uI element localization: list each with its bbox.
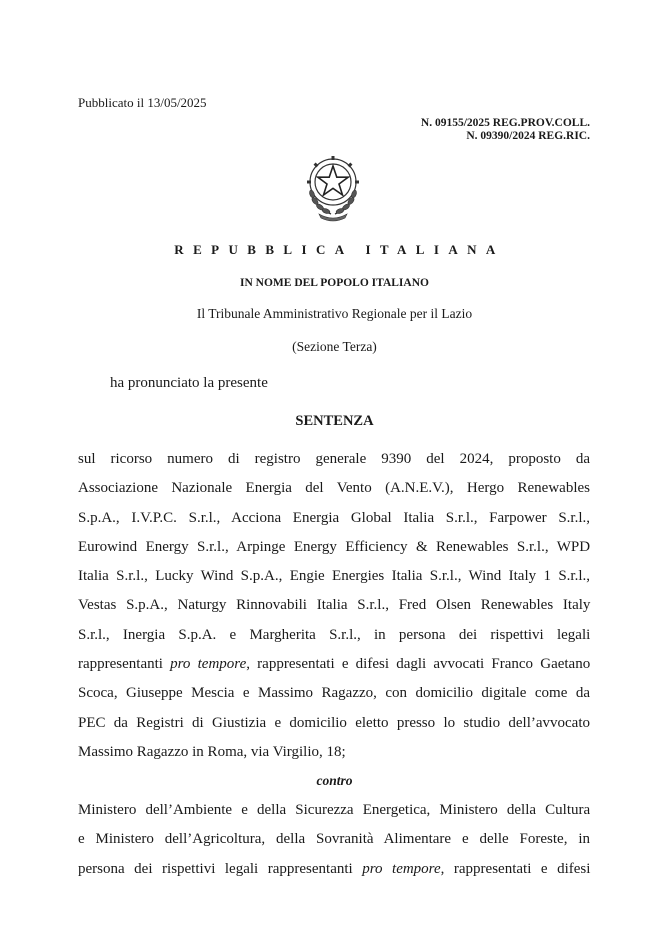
contro-heading: contro [316,773,353,788]
text-line [78,855,590,884]
text-line: Associazione Nazionale Energia del Vento (A.N.E.V.), Hergo Renewables [78,480,590,497]
text-line: S.r.l., Inergia S.p.A. e Margherita S.r.l., in persona dei rispettivi legali [78,626,591,643]
sentenza-heading: SENTENZA [295,413,374,429]
text-line: PEC da Registri di Giustizia e domicilio eletto presso lo studio dell’avvocato [78,714,591,731]
reg-prov-coll: N. 09155/2025 REG.PROV.COLL. [420,117,590,129]
text-segment: persona dei rispettivi legali rappresentanti [78,860,363,877]
text-segment: , rappresentati e difesi [440,860,591,877]
text-segment: rappresentanti [78,656,171,673]
court-name: Il Tribunale Amministrativo Regionale per il Lazio [196,306,473,321]
text-line: e Ministero dell’Agricoltura, della Sovranità Alimentare e delle Foreste, in [78,831,590,848]
text-line [78,650,590,679]
registry-numbers [421,117,590,143]
text-line: S.p.A., I.V.P.C. S.r.l., Acciona Energia Global Italia S.r.l., Farpower S.r.l., [78,509,590,526]
reg-ric: N. 09390/2024 REG.RIC. [466,130,590,142]
resistenti-paragraph [78,796,590,884]
italian-republic-emblem-icon [301,148,365,222]
text-line: Italia S.r.l., Lucky Wind S.p.A., Engie Energies Italia S.r.l., Wind Italy 1 S.r.l., [78,568,590,585]
italic-term: pro tempore [362,860,441,877]
intro-line: ha pronunciato la presente [110,375,268,391]
republic-heading: REPUBBLICA ITALIANA [174,242,505,257]
text-line: Vestas S.p.A., Naturgy Rinnovabili Italia S.r.l., Fred Olsen Renewables Italy [78,597,591,614]
text-line: Scoca, Giuseppe Mescia e Massimo Ragazzo, con domicilio digitale come da [78,685,590,702]
italic-term: pro tempore [170,656,247,673]
publication-date: Pubblicato il 13/05/2025 [78,95,207,110]
in-name-of-people: IN NOME DEL POPOLO ITALIANO [240,277,429,289]
text-line: Massimo Ragazzo in Roma, via Virgilio, 18; [78,743,346,760]
text-line: Eurowind Energy S.r.l., Arpinge Energy Efficiency & Renewables S.r.l., WPD [78,538,591,555]
ricorso-paragraph [78,445,590,767]
text-segment: , rappresentati e difesi dagli avvocati Franco Gaetano [246,656,591,673]
text-line: Ministero dell’Ambiente e della Sicurezza Energetica, Ministero della Cultura [78,802,591,818]
court-section: (Sezione Terza) [292,339,377,354]
text-line: sul ricorso numero di registro generale 9390 del 2024, proposto da [78,451,590,467]
